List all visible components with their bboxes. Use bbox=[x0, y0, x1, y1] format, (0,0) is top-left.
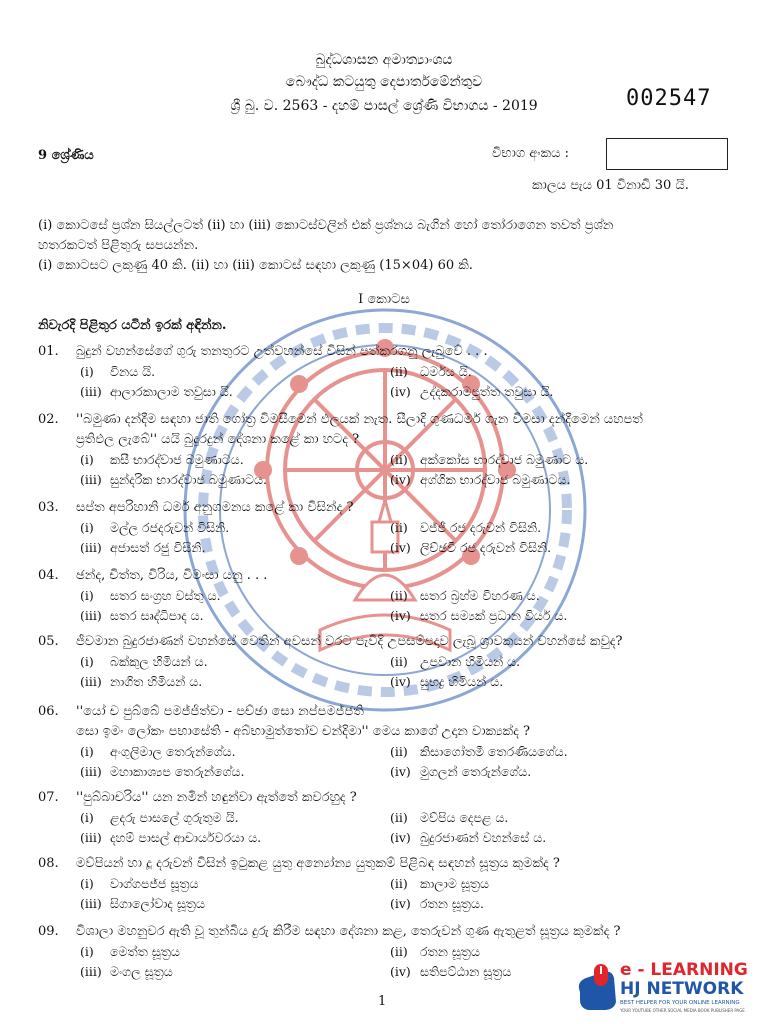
exam-title: ශ්‍රී බු. ව. 2563 - දහම් පාසල් ශ්‍රේණි විභාගය - 2019 bbox=[230, 98, 538, 114]
answer-option[interactable] bbox=[390, 744, 568, 760]
option-text: අංගුලිමාල තෙරුන්ගේය. bbox=[110, 744, 236, 759]
option-text: ළදරු පාසලේ ගුරුතුම යි. bbox=[110, 810, 239, 825]
answer-option[interactable] bbox=[80, 964, 173, 980]
option-label: (i) bbox=[80, 944, 94, 959]
index-number-label: විභාග අංකය : bbox=[492, 146, 570, 161]
answer-option[interactable] bbox=[80, 764, 244, 780]
option-text: සුන්දරික භාරද්වාජ බමුණාටය. bbox=[110, 472, 267, 487]
grade-label: 9 ශ්‍රේණිය bbox=[38, 148, 94, 163]
department-title: බෞද්ධ කටයුතු දෙපාර්තමේන්තුව bbox=[285, 74, 483, 90]
option-text: වජ්ජී රජ දරුවන් විසිනි. bbox=[420, 520, 542, 535]
option-label: (i) bbox=[80, 654, 94, 669]
logo-line-2: HJ NETWORK bbox=[620, 979, 744, 999]
answer-option[interactable] bbox=[390, 520, 541, 536]
option-label: (iv) bbox=[390, 830, 411, 845]
option-text: ධර්මය යි. bbox=[420, 364, 472, 379]
question-text: මව්පියන් හා දූ දරුවන් විසින් ඉටුකළ යුතු අන්‍යෝන්‍ය යුතුකම් පිළිබඳ සඳහන් සූත්‍රය කුමක්ද ? bbox=[76, 856, 560, 871]
option-text: සතර බ්‍රහ්ම විහරණ ය. bbox=[420, 588, 540, 603]
option-label: (iv) bbox=[390, 608, 411, 623]
option-text: ආලාරකාලාම තවුසා යි. bbox=[110, 384, 233, 399]
option-text: සතර සංග්‍රහ වස්තු ය. bbox=[110, 588, 221, 603]
answer-option[interactable] bbox=[390, 540, 551, 556]
answer-option[interactable] bbox=[390, 830, 546, 846]
option-text: සතර සම්‍යක් ප්‍රධාන විර්ය ය. bbox=[420, 608, 568, 623]
instruction-line-2: හතරකටත් පිළිතුරු සපයන්න. bbox=[38, 238, 199, 253]
option-text: වාග්ගපජ්ජ සූත්‍රය bbox=[110, 876, 199, 891]
answer-option[interactable] bbox=[80, 810, 239, 826]
option-label: (i) bbox=[80, 588, 94, 603]
answer-option[interactable] bbox=[80, 472, 267, 488]
option-text: බුදුරජාණන් වහන්සේ ය. bbox=[420, 830, 547, 845]
option-label: (iii) bbox=[80, 896, 102, 911]
answer-option[interactable] bbox=[80, 876, 198, 892]
option-label: (iii) bbox=[80, 830, 102, 845]
option-text: උද්දකරාමපුත්ත තවුසා යි. bbox=[420, 384, 554, 399]
option-text: මංගල සූත්‍රය bbox=[110, 964, 173, 979]
page-number: 1 bbox=[378, 994, 387, 1009]
question-text: ජීවමාන බුදුරජාණන් වහන්සේ වෙතින් අවසන් වරට පැවිදි උපසම්පදාව ලැබූ ශ්‍රාවකයන් වහන්සේ කවුද? bbox=[76, 634, 623, 649]
option-text: රතන සූත්‍රය. bbox=[420, 896, 484, 911]
option-label: (i) bbox=[80, 364, 94, 379]
question-number: 04. bbox=[38, 568, 59, 583]
option-text: සතිපට්ඨාන සූත්‍රය bbox=[420, 964, 512, 979]
option-text: මල්ල රජදරුවන් විසිනි. bbox=[110, 520, 230, 535]
option-label: (iii) bbox=[80, 764, 102, 779]
question-text: සො ඉමං ලෝකං පභාසේති - අබ්භාමුත්තෝව චන්දිමා'' මෙය කාගේ උදාන වාක්‍යක්ද ? bbox=[76, 724, 530, 739]
answer-option[interactable] bbox=[390, 608, 567, 624]
option-label: (iii) bbox=[80, 472, 102, 487]
answer-option[interactable] bbox=[390, 810, 508, 826]
option-text: කාලාම සූත්‍රය bbox=[420, 876, 489, 891]
answer-option[interactable] bbox=[390, 876, 489, 892]
question-text: ''යෝ ච පුබ්බේ පමජ්ජිත්වා - පච්ඡා සො නප්පමජ්ජති bbox=[76, 704, 364, 719]
option-text: නාගිත හිමියන් ය. bbox=[110, 674, 203, 689]
question-number: 05. bbox=[38, 634, 59, 649]
question-text: ''පුබ්බාචරිය'' යන නමින් හඳුන්වා ඇත්තේ කවරහුද ? bbox=[76, 790, 357, 805]
logo-tagline: BEST HELPER FOR YOUR ONLINE LEARNING bbox=[620, 1000, 740, 1006]
option-text: සතර සෘද්ධිපාද ය. bbox=[110, 608, 204, 623]
option-label: (ii) bbox=[390, 654, 408, 669]
option-label: (ii) bbox=[390, 520, 408, 535]
answer-option[interactable] bbox=[80, 588, 221, 604]
option-text: මුගලන් තෙරුන්ගේය. bbox=[420, 764, 532, 779]
answer-option[interactable] bbox=[390, 384, 553, 400]
answer-option[interactable] bbox=[80, 944, 180, 960]
answer-option[interactable] bbox=[80, 384, 233, 400]
answer-option[interactable] bbox=[390, 472, 570, 488]
option-label: (iii) bbox=[80, 964, 102, 979]
option-label: (ii) bbox=[390, 364, 408, 379]
option-label: (i) bbox=[80, 810, 94, 825]
option-text: විනය යි. bbox=[110, 364, 156, 379]
answer-option[interactable] bbox=[80, 608, 204, 624]
option-label: (iii) bbox=[80, 540, 102, 555]
question-text: ''බමුණා දන්දීම සඳහා ජාති ගෝත්‍ර විමසීමෙන් ඵලයක් නැත. සීලාදි ගුණධර්ම ගැන විමසා දන්දීමෙන් යහපත් bbox=[76, 412, 643, 427]
option-text: දහම් පාසල් ආචාර්යවරයා ය. bbox=[110, 830, 262, 845]
option-label: (ii) bbox=[390, 744, 408, 759]
question-text: බුදුන් වහන්සේගේ ගුරු තනතුරට උත්වහන්සේ විසින් පත්කරගනු ලැබුවේ . . . bbox=[76, 344, 488, 359]
question-text: ඡන්ද, චිත්ත, විරිය, විමංසා යනු . . . bbox=[76, 568, 268, 583]
question-text: සප්ත අපරිහානි ධර්ම අනුගමනය කළේ කා විසින්ද ? bbox=[76, 500, 354, 515]
question-number: 03. bbox=[38, 500, 59, 515]
option-label: (iv) bbox=[390, 540, 411, 555]
question-text: විශාලා මහනුවර ඇති වූ තුන්බිය දුරු කිරීම සඳහා දේශනා කළ, තෙරුවන් ගුණ ඇතුළත් සූත්‍රය කුමක්ද ? bbox=[76, 924, 621, 939]
serial-number: 002547 bbox=[626, 86, 712, 111]
option-label: (iii) bbox=[80, 674, 102, 689]
option-label: (ii) bbox=[390, 588, 408, 603]
answer-option[interactable] bbox=[390, 588, 540, 604]
option-text: මව්පිය දෙපළ ය. bbox=[420, 810, 509, 825]
option-text: සුභද්‍ර හිමියන් ය. bbox=[420, 674, 504, 689]
option-label: (iv) bbox=[390, 472, 411, 487]
option-label: (iv) bbox=[390, 764, 411, 779]
answer-option[interactable] bbox=[390, 964, 511, 980]
ministry-title: බුද්ධශාසන අමාත්‍යාංශය bbox=[315, 52, 453, 68]
option-label: (i) bbox=[80, 744, 94, 759]
option-text: සිගාලෝවාද සූත්‍රය bbox=[110, 896, 205, 911]
option-label: (iv) bbox=[390, 674, 411, 689]
question-number: 01. bbox=[38, 344, 59, 359]
option-label: (iii) bbox=[80, 384, 102, 399]
answer-option[interactable] bbox=[80, 452, 244, 468]
answer-option[interactable] bbox=[80, 654, 208, 670]
answer-option[interactable] bbox=[80, 364, 155, 380]
option-label: (i) bbox=[80, 520, 94, 535]
instruction-line-1: (i) කොටසේ ප්‍රශ්න සියල්ලටත් (ii) හා (iii) කොටස්වලින් එක් ප්‍රශ්නය බැගින් හෝ තෝරාගෙන තවත් ප්‍රශ්න bbox=[38, 218, 614, 233]
question-number: 07. bbox=[38, 790, 59, 805]
answer-option[interactable] bbox=[390, 364, 472, 380]
option-text: අජාසත් රජු විසිනි. bbox=[110, 540, 206, 555]
answer-option[interactable] bbox=[80, 896, 205, 912]
option-label: (ii) bbox=[390, 810, 408, 825]
answer-option[interactable] bbox=[390, 944, 480, 960]
option-text: අග්ගික භාරද්වාජ බමුණාටය. bbox=[420, 472, 571, 487]
question-number: 09. bbox=[38, 924, 59, 939]
index-number-field[interactable] bbox=[606, 138, 728, 170]
option-text: කසී භාරද්වාජ බමුණාටය. bbox=[110, 452, 244, 467]
instruction-line-3: (i) කොටසට ලකුණු 40 කි. (ii) හා (iii) කොටස් සඳහා ලකුණු (15×04) 60 කි. bbox=[38, 258, 473, 273]
question-text: ප්‍රතිඵල ලැබේ'' යයි බුදුරදුන් දේශනා කළේ කා හටද ? bbox=[76, 432, 360, 447]
option-label: (ii) bbox=[390, 944, 408, 959]
option-label: (i) bbox=[80, 452, 94, 467]
question-number: 02. bbox=[38, 412, 59, 427]
option-text: මහාකාශ්‍යප තෙරුන්ගේය. bbox=[110, 764, 245, 779]
option-label: (i) bbox=[80, 876, 94, 891]
section-title: I කොටස bbox=[358, 292, 410, 307]
answer-option[interactable] bbox=[80, 830, 261, 846]
option-text: රතන සූත්‍රය bbox=[420, 944, 480, 959]
question-number: 06. bbox=[38, 704, 59, 719]
logo-subtagline: YOUR YOUTUBE OTHER SOCIAL MEDIA BOOK PUBLISHER PAGE bbox=[620, 1008, 745, 1013]
option-label: (iii) bbox=[80, 608, 102, 623]
answer-option[interactable] bbox=[80, 744, 236, 760]
answer-option[interactable] bbox=[390, 674, 503, 690]
option-text: අක්කෝස භාරද්වාජ බමුණාට ය. bbox=[420, 452, 589, 467]
answer-option[interactable] bbox=[390, 896, 484, 912]
option-text: කිසාගෝතමී තෙරණියගේය. bbox=[420, 744, 568, 759]
question-number: 08. bbox=[38, 856, 59, 871]
answer-option[interactable] bbox=[390, 764, 531, 780]
option-text: උපවාන හිමියන් ය. bbox=[420, 654, 521, 669]
answer-option[interactable] bbox=[80, 520, 229, 536]
option-text: ලිච්ඡවී රජ දරුවන් විසිනි. bbox=[420, 540, 552, 555]
answer-option[interactable] bbox=[80, 540, 205, 556]
answer-option[interactable] bbox=[390, 452, 588, 468]
time-allowed: කාලය පැය 01 විනාඩි 30 යි. bbox=[532, 178, 689, 193]
option-label: (iv) bbox=[390, 384, 411, 399]
hand-mouse-icon bbox=[574, 962, 618, 1014]
option-text: බක්කුල හිමියන් ය. bbox=[110, 654, 208, 669]
elearning-logo bbox=[574, 960, 754, 1020]
option-label: (iv) bbox=[390, 896, 411, 911]
answer-option[interactable] bbox=[80, 674, 202, 690]
option-text: මෙත්ත සූත්‍රය bbox=[110, 944, 180, 959]
option-label: (ii) bbox=[390, 876, 408, 891]
option-label: (iv) bbox=[390, 964, 411, 979]
answer-option[interactable] bbox=[390, 654, 520, 670]
option-label: (ii) bbox=[390, 452, 408, 467]
logo-line-1: e - LEARNING bbox=[620, 960, 748, 980]
section-directive: නිවැරදි පිළිතුර යටින් ඉරක් අඳින්න. bbox=[38, 318, 227, 333]
